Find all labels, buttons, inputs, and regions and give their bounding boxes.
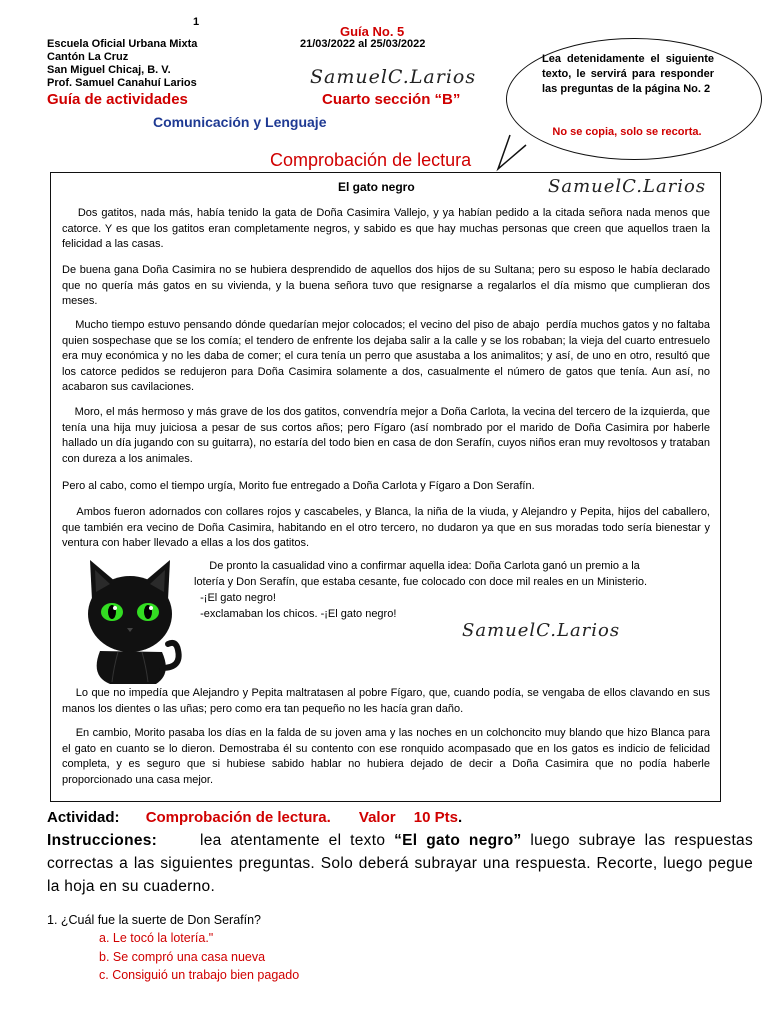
story-signature: SamuelC.Larios [548, 176, 707, 197]
school-line: San Miguel Chicaj, B. V. [47, 64, 171, 76]
instructions-text-after: luego subraye las respuestas correctas a las siguientes preguntas. Solo deberá subrayar una respuesta. Recorte, luego pegue la hoja en su cuaderno. [47, 832, 754, 895]
activity-name: Comprobación de lectura [145, 809, 327, 826]
story-line: -exclamaban los chicos. -¡El gato negro! [194, 608, 397, 620]
story-paragraph: En cambio, Morito pasaba los días en la falda de su joven ama y las noches en un colchoncito muy blando que hizo Blanca para el gato en cuanto se lo dieron. Demostraba él su contento con ese ronquido acompasado que en los gatos es indicio de felicidad completa, y es seguro que si hubiese sabido hablar no hubiera dejado de decir a Doña Casimira que no podía haberle proporcionado una casa mejor. [62, 727, 714, 786]
teacher-signature: SamuelC.Larios [310, 66, 477, 88]
story-paragraph: Pero al cabo, como el tiempo urgía, Morito fue entregado a Doña Carlota y Fígaro a Don Serafín. [62, 480, 535, 492]
school-line: Escuela Oficial Urbana Mixta [47, 38, 198, 50]
page-title: Comprobación de lectura [270, 150, 472, 170]
story-line: lotería y Don Serafín, que estaba cesante, fue colocado con doce mil reales en un Ministerio. [194, 576, 648, 588]
answer-option-b[interactable]: b. Se compró una casa nueva [99, 950, 266, 964]
story-line: De pronto la casualidad vino a confirmar aquella idea: Doña Carlota ganó un premio a la [194, 560, 640, 572]
story-paragraph-with-cat [194, 558, 710, 622]
speech-bubble-tail [496, 133, 536, 173]
black-cat-illustration [70, 556, 190, 686]
page-number: 1 [193, 16, 200, 28]
instructions-text-before: lea atentamente el texto [199, 832, 386, 849]
activity-header: Actividad: Comprobación de lectura. Valor 10 Pts. [47, 809, 463, 826]
story-paragraph: Lo que no impedía que Alejandro y Pepita maltratasen al pobre Fígaro, que, cuando podía, se vengaba de ellos clavando en sus manos los dientes o las uñas; pero como era tan pequeño no les hacía gran daño. [62, 687, 714, 715]
instructions-story-title: “El gato negro” [394, 832, 522, 849]
activity-points: 10 Pts [413, 809, 458, 826]
story-paragraph: Dos gatitos, nada más, había tenido la gata de Doña Casimira Vallejo, y ya habían pedido a la citada señora nada menos que catorce. Y es que los gatitos eran completamente negros, y sabido es que hay muchas personas que creen que aquellos traen la felicidad a las casas. [62, 207, 714, 250]
guide-number: Guía No. 5 [340, 24, 405, 39]
activity-value-label: Valor [358, 809, 396, 826]
instructions-label: Instrucciones: [47, 832, 158, 849]
answer-option-a[interactable]: a. Le tocó la lotería." [99, 931, 214, 945]
story-paragraph: De buena gana Doña Casimira no se hubiera desprendido de aquellos dos hijos de su Sultana; pero su esposo le había declarado que no quería más gatos en su vivienda, y la buena señora tuvo que resignarse a regalarlos el día mismo que cumplieran dos meses. [62, 264, 714, 307]
story-paragraph: Ambos fueron adornados con collares rojos y cascabeles, y Blanca, la niña de la viuda, y Alejandro y Pepita, hijos del caballero, que también era vecino de Doña Casimira, habitando en el otro tercero, no dudaron ya que en sus moradas todo sería bienestar y ventura con haber llevado a ellas a los dos gatitos. [62, 506, 714, 549]
story-line: -¡El gato negro! [194, 592, 276, 604]
school-line: Cantón La Cruz [47, 51, 129, 63]
school-info [47, 38, 197, 90]
bubble-instruction: Lea detenidamente el siguiente texto, le servirá para responder las preguntas de la página No. 2 [542, 53, 714, 95]
story-signature-inner: SamuelC.Larios [462, 620, 621, 641]
story-paragraph: Moro, el más hermoso y más grave de los dos gatitos, convendría mejor a Doña Carlota, la vecina del tercero de la izquierda, que tenía una hija muy juiciosa a pesar de sus cortos años; pero Fígaro (así nombrado por el marido de Doña Casimira por haberle hallado un día jugando con su guitarra), no estaría del todo bien en casa de don Serafín, cuyos niños eran muy revoltosos y trataban con dureza a los animales. [62, 406, 714, 465]
activity-label: Actividad: [47, 809, 120, 826]
answer-option-c[interactable]: c. Consiguió un trabajo bien pagado [99, 968, 300, 982]
guide-title: Guía de actividades [47, 91, 188, 108]
story-paragraph: Mucho tiempo estuvo pensando dónde quedarían mejor colocados; el vecino del piso de abajo perdía muchos gatos y no faltaba quien sospechase que se los comía; el tendero de enfrente los dejaba salir a la calle y se los robaban; la vieja del cuarto entresuelo era muy económica y no les daba de comer; el cura tenía un perro que asustaba a los animalitos; y así, de uno en otro, resultó que los catorce pedidos se redujeron para Doña Casimira solamente a dos, casualmente el número de gatos que tenía. Aun así, no acabaron sus cavilaciones. [62, 319, 714, 393]
subject-title: Comunicación y Lenguaje [153, 114, 327, 130]
school-line: Prof. Samuel Canahuí Larios [47, 77, 197, 89]
story-title: El gato negro [338, 180, 415, 194]
question-text: 1. ¿Cuál fue la suerte de Don Serafín? [47, 913, 262, 927]
date-range: 21/03/2022 al 25/03/2022 [300, 38, 426, 50]
bubble-warning: No se copia, solo se recorta. [552, 126, 702, 138]
section-label: Cuarto sección “B” [322, 91, 461, 108]
instructions [47, 829, 753, 898]
